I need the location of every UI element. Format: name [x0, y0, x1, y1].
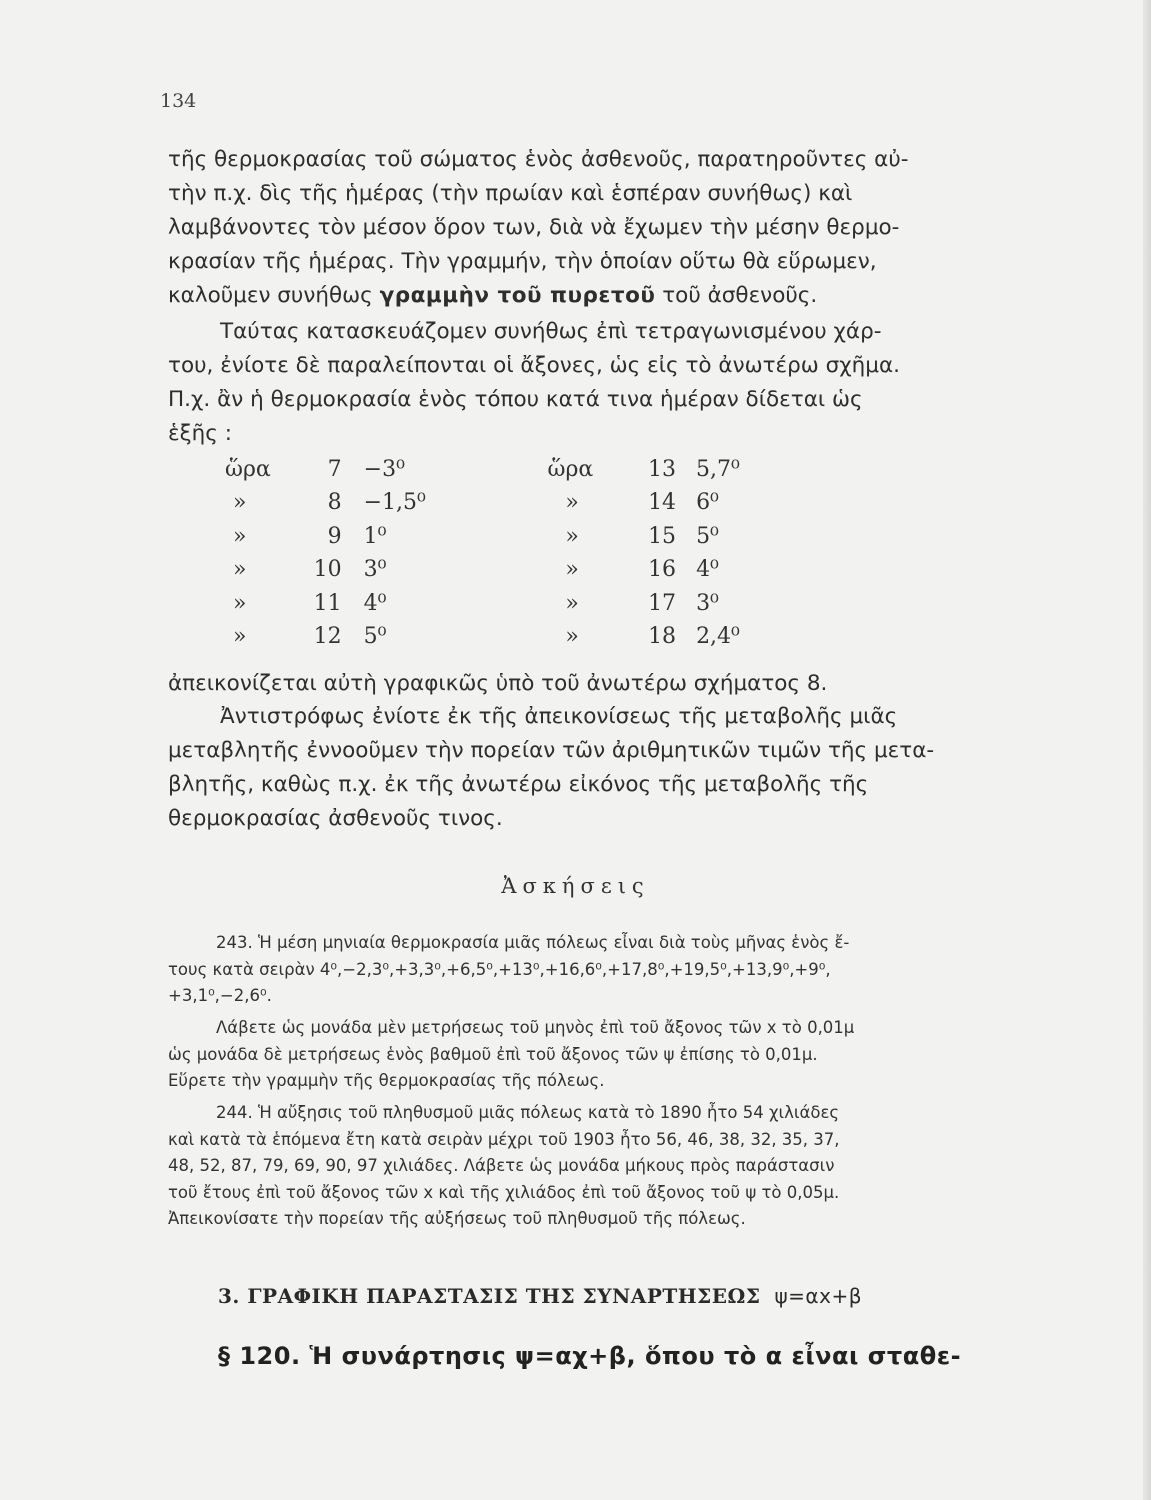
exercise-243 — [168, 930, 1066, 1010]
hour-value: 10 — [313, 557, 342, 583]
text-line-content: βλητῆς, καθὼς π.χ. ἐκ τῆς ἀνωτέρω εἰκόνος τῆς μεταβολῆς τῆς — [168, 772, 869, 797]
hour-value: 9 — [327, 523, 342, 549]
hour-label: » — [565, 623, 579, 649]
text-line — [168, 734, 1066, 768]
text-line — [168, 957, 1066, 984]
temperature-value: 1⁰ — [363, 523, 387, 549]
text-line-content: λαμβάνοντες τὸν μέσον ὅρον των, διὰ νὰ ἔχωμεν τὴν μέσην θερμο- — [168, 215, 900, 240]
table-row — [225, 453, 785, 486]
hour-value: 15 — [648, 523, 677, 549]
text-line-content: ἀπεικονίζεται αὐτὴ γραφικῶς ὑπὸ τοῦ ἀνωτέρω σχήματος 8. — [168, 671, 828, 696]
paragraph-3 — [168, 667, 1066, 701]
text-line — [168, 1127, 1066, 1154]
hour-label: ὥρα — [225, 457, 271, 482]
exercise-243-instructions — [168, 1015, 1066, 1095]
text-line — [168, 1015, 1066, 1042]
text-line-content: +3,1⁰,−2,6⁰. — [168, 986, 272, 1005]
text-line — [168, 983, 1066, 1010]
page-number: 134 — [160, 90, 197, 112]
text-line-content: ἑξῆς : — [168, 421, 232, 446]
text-line-content: κρασίαν τῆς ἡμέρας. Τὴν γραμμήν, τὴν ὁποίαν οὕτω θὰ εὕρωμεν, — [168, 249, 877, 274]
exercises-title: Ἀσκήσεις — [501, 874, 650, 898]
paragraph-1 — [168, 143, 1066, 313]
text-line-content: Ἀντιστρόφως ἐνίοτε ἐκ τῆς ἀπεικονίσεως τῆς μεταβολῆς μιᾶς — [220, 704, 898, 729]
text-line — [168, 1042, 1066, 1069]
table-row — [225, 620, 785, 653]
text-line-content: του, ἐνίοτε δὲ παραλείπονται οἱ ἄξονες, ὡς εἰς τὸ ἀνωτέρω σχῆμα. — [168, 353, 900, 378]
page-edge — [1143, 0, 1151, 1500]
hour-label: » — [233, 523, 247, 549]
text-line-content: τῆς θερμοκρασίας τοῦ σώματος ἑνὸς ἀσθενοῦς, παρατηροῦντες αὐ- — [168, 147, 909, 172]
text-line-content: τοῦ ἀσθενοῦς. — [655, 283, 818, 308]
paragraph-2 — [168, 315, 1066, 451]
text-line-content: τους κατὰ σειρὰν 4⁰,−2,3⁰,+3,3⁰,+6,5⁰,+13⁰,+16,6⁰,+17,8⁰,+19,5⁰,+13,9⁰,+9⁰, — [168, 959, 831, 979]
text-line — [168, 1206, 1066, 1233]
temperature-value: −3⁰ — [363, 457, 405, 482]
text-line-content: Εὕρετε τὴν γραμμὴν τῆς θερμοκρασίας τῆς πόλεως. — [168, 1071, 605, 1090]
text-line — [168, 349, 1066, 383]
hour-value: 14 — [648, 490, 677, 516]
text-line — [168, 211, 1066, 245]
hour-label: » — [565, 523, 579, 549]
text-line — [168, 245, 1066, 279]
text-line — [168, 143, 1066, 177]
table-row — [225, 486, 785, 519]
text-line-content: 243. Ἡ μέση μηνιαία θερμοκρασία μιᾶς πόλεως εἶναι διὰ τοὺς μῆνας ἑνὸς ἔ- — [216, 933, 850, 952]
exercise-244 — [168, 1100, 1066, 1233]
temperature-value: 2,4⁰ — [696, 623, 740, 649]
hour-label: » — [565, 590, 579, 616]
text-line — [168, 1180, 1066, 1207]
temperature-table — [225, 453, 785, 653]
table-row — [225, 553, 785, 586]
text-line-content: Λάβετε ὡς μονάδα μὲν μετρήσεως τοῦ μηνὸς ἐπὶ τοῦ ἄξονος τῶν x τὸ 0,01μ — [216, 1018, 855, 1037]
temperature-value: 5,7⁰ — [696, 457, 740, 482]
text-line-content: θερμοκρασίας ἀσθενοῦς τινος. — [168, 806, 503, 831]
text-line — [168, 930, 1066, 957]
hour-label: » — [233, 490, 247, 516]
text-line — [168, 279, 1066, 313]
text-line-content: τοῦ ἔτους ἐπὶ τοῦ ἄξονος τῶν x καὶ τῆς χιλιάδος ἐπὶ τοῦ ἄξονος τοῦ ψ τὸ 0,05μ. — [168, 1182, 840, 1202]
temperature-value: 5⁰ — [363, 623, 387, 649]
text-line-content: 244. Ἡ αὔξησις τοῦ πληθυσμοῦ μιᾶς πόλεως κατὰ τὸ 1890 ἦτο 54 χιλιάδες — [216, 1103, 840, 1122]
hour-value: 11 — [313, 590, 342, 616]
text-line-content: Ταύτας κατασκευάζομεν συνήθως ἐπὶ τετραγωνισμένου χάρ- — [220, 319, 882, 344]
fever-line-term: γραμμὴν τοῦ πυρετοῦ — [379, 283, 656, 308]
temperature-value: 4⁰ — [363, 590, 387, 616]
temperature-value: 3⁰ — [363, 557, 387, 583]
temperature-value: −1,5⁰ — [363, 490, 426, 516]
text-line-content: τὴν π.χ. δὶς τῆς ἡμέρας (τὴν πρωίαν καὶ ἑσπέραν συνήθως) καὶ — [168, 181, 853, 206]
text-line — [168, 383, 1066, 417]
text-line — [168, 700, 1066, 734]
temperature-value: 4⁰ — [696, 557, 719, 583]
hour-label: » — [565, 557, 579, 583]
temperature-value: 3⁰ — [696, 590, 719, 616]
text-line-content: καὶ κατὰ τὰ ἑπόμενα ἔτη κατὰ σειρὰν μέχρι τοῦ 1903 ἦτο 56, 46, 38, 32, 35, 37, — [168, 1129, 840, 1149]
hour-label: ὥρα — [547, 457, 594, 482]
text-line-content: μεταβλητῆς ἐννοοῦμεν τὴν πορείαν τῶν ἀριθμητικῶν τιμῶν τῆς μετα- — [168, 738, 935, 763]
text-line-content: Π.χ. ἂν ἡ θερμοκρασία ἑνὸς τόπου κατά τινα ἡμέραν δίδεται ὡς — [168, 387, 863, 412]
text-line — [168, 768, 1066, 802]
section-heading-formula: ψ=αx+β — [774, 1284, 862, 1308]
hour-label: » — [233, 590, 247, 616]
hour-label: » — [565, 490, 579, 516]
table-row — [225, 520, 785, 553]
text-line — [168, 1153, 1066, 1180]
hour-value: 16 — [648, 557, 677, 583]
text-line — [168, 1068, 1066, 1095]
text-line-content: Ἀπεικονίσατε τὴν πορείαν τῆς αὐξήσεως τοῦ πληθυσμοῦ τῆς πόλεως. — [168, 1209, 746, 1228]
text-line — [168, 315, 1066, 349]
section-heading-text: 3. ΓΡΑΦΙΚΗ ΠΑΡΑΣΤΑΣΙΣ ΤΗΣ ΣΥΝΑΡΤΗΣΕΩΣ — [218, 1284, 761, 1308]
hour-label: » — [233, 557, 247, 583]
table-row — [225, 587, 785, 620]
text-line — [168, 417, 1066, 451]
hour-value: 13 — [648, 457, 677, 482]
text-line-content: ὡς μονάδα δὲ μετρήσεως ἑνὸς βαθμοῦ ἐπὶ τοῦ ἄξονος τῶν ψ ἐπίσης τὸ 0,01μ. — [168, 1044, 818, 1064]
hour-value: 17 — [648, 590, 677, 616]
text-line-content: καλοῦμεν συνήθως — [168, 283, 380, 308]
temperature-value: 5⁰ — [696, 523, 719, 549]
text-line — [168, 177, 1066, 211]
hour-label: » — [233, 623, 247, 649]
hour-value: 7 — [327, 457, 342, 482]
text-line-content: 48, 52, 87, 79, 69, 90, 97 χιλιάδες. Λάβετε ὡς μονάδα μήκους πρὸς παράστασιν — [168, 1156, 835, 1175]
temperature-value: 6⁰ — [696, 490, 719, 516]
text-line — [168, 1100, 1066, 1127]
section-heading — [218, 1284, 1038, 1308]
paragraph-heading: § 120. Ἡ συνάρτησις ψ=αχ+β, ὅπου τὸ α εἶναι σταθε- — [218, 1342, 962, 1370]
hour-value: 12 — [313, 623, 342, 649]
text-line — [168, 667, 1066, 701]
hour-value: 18 — [648, 623, 677, 649]
text-line — [168, 802, 1066, 836]
hour-value: 8 — [327, 490, 342, 516]
paragraph-4 — [168, 700, 1066, 836]
